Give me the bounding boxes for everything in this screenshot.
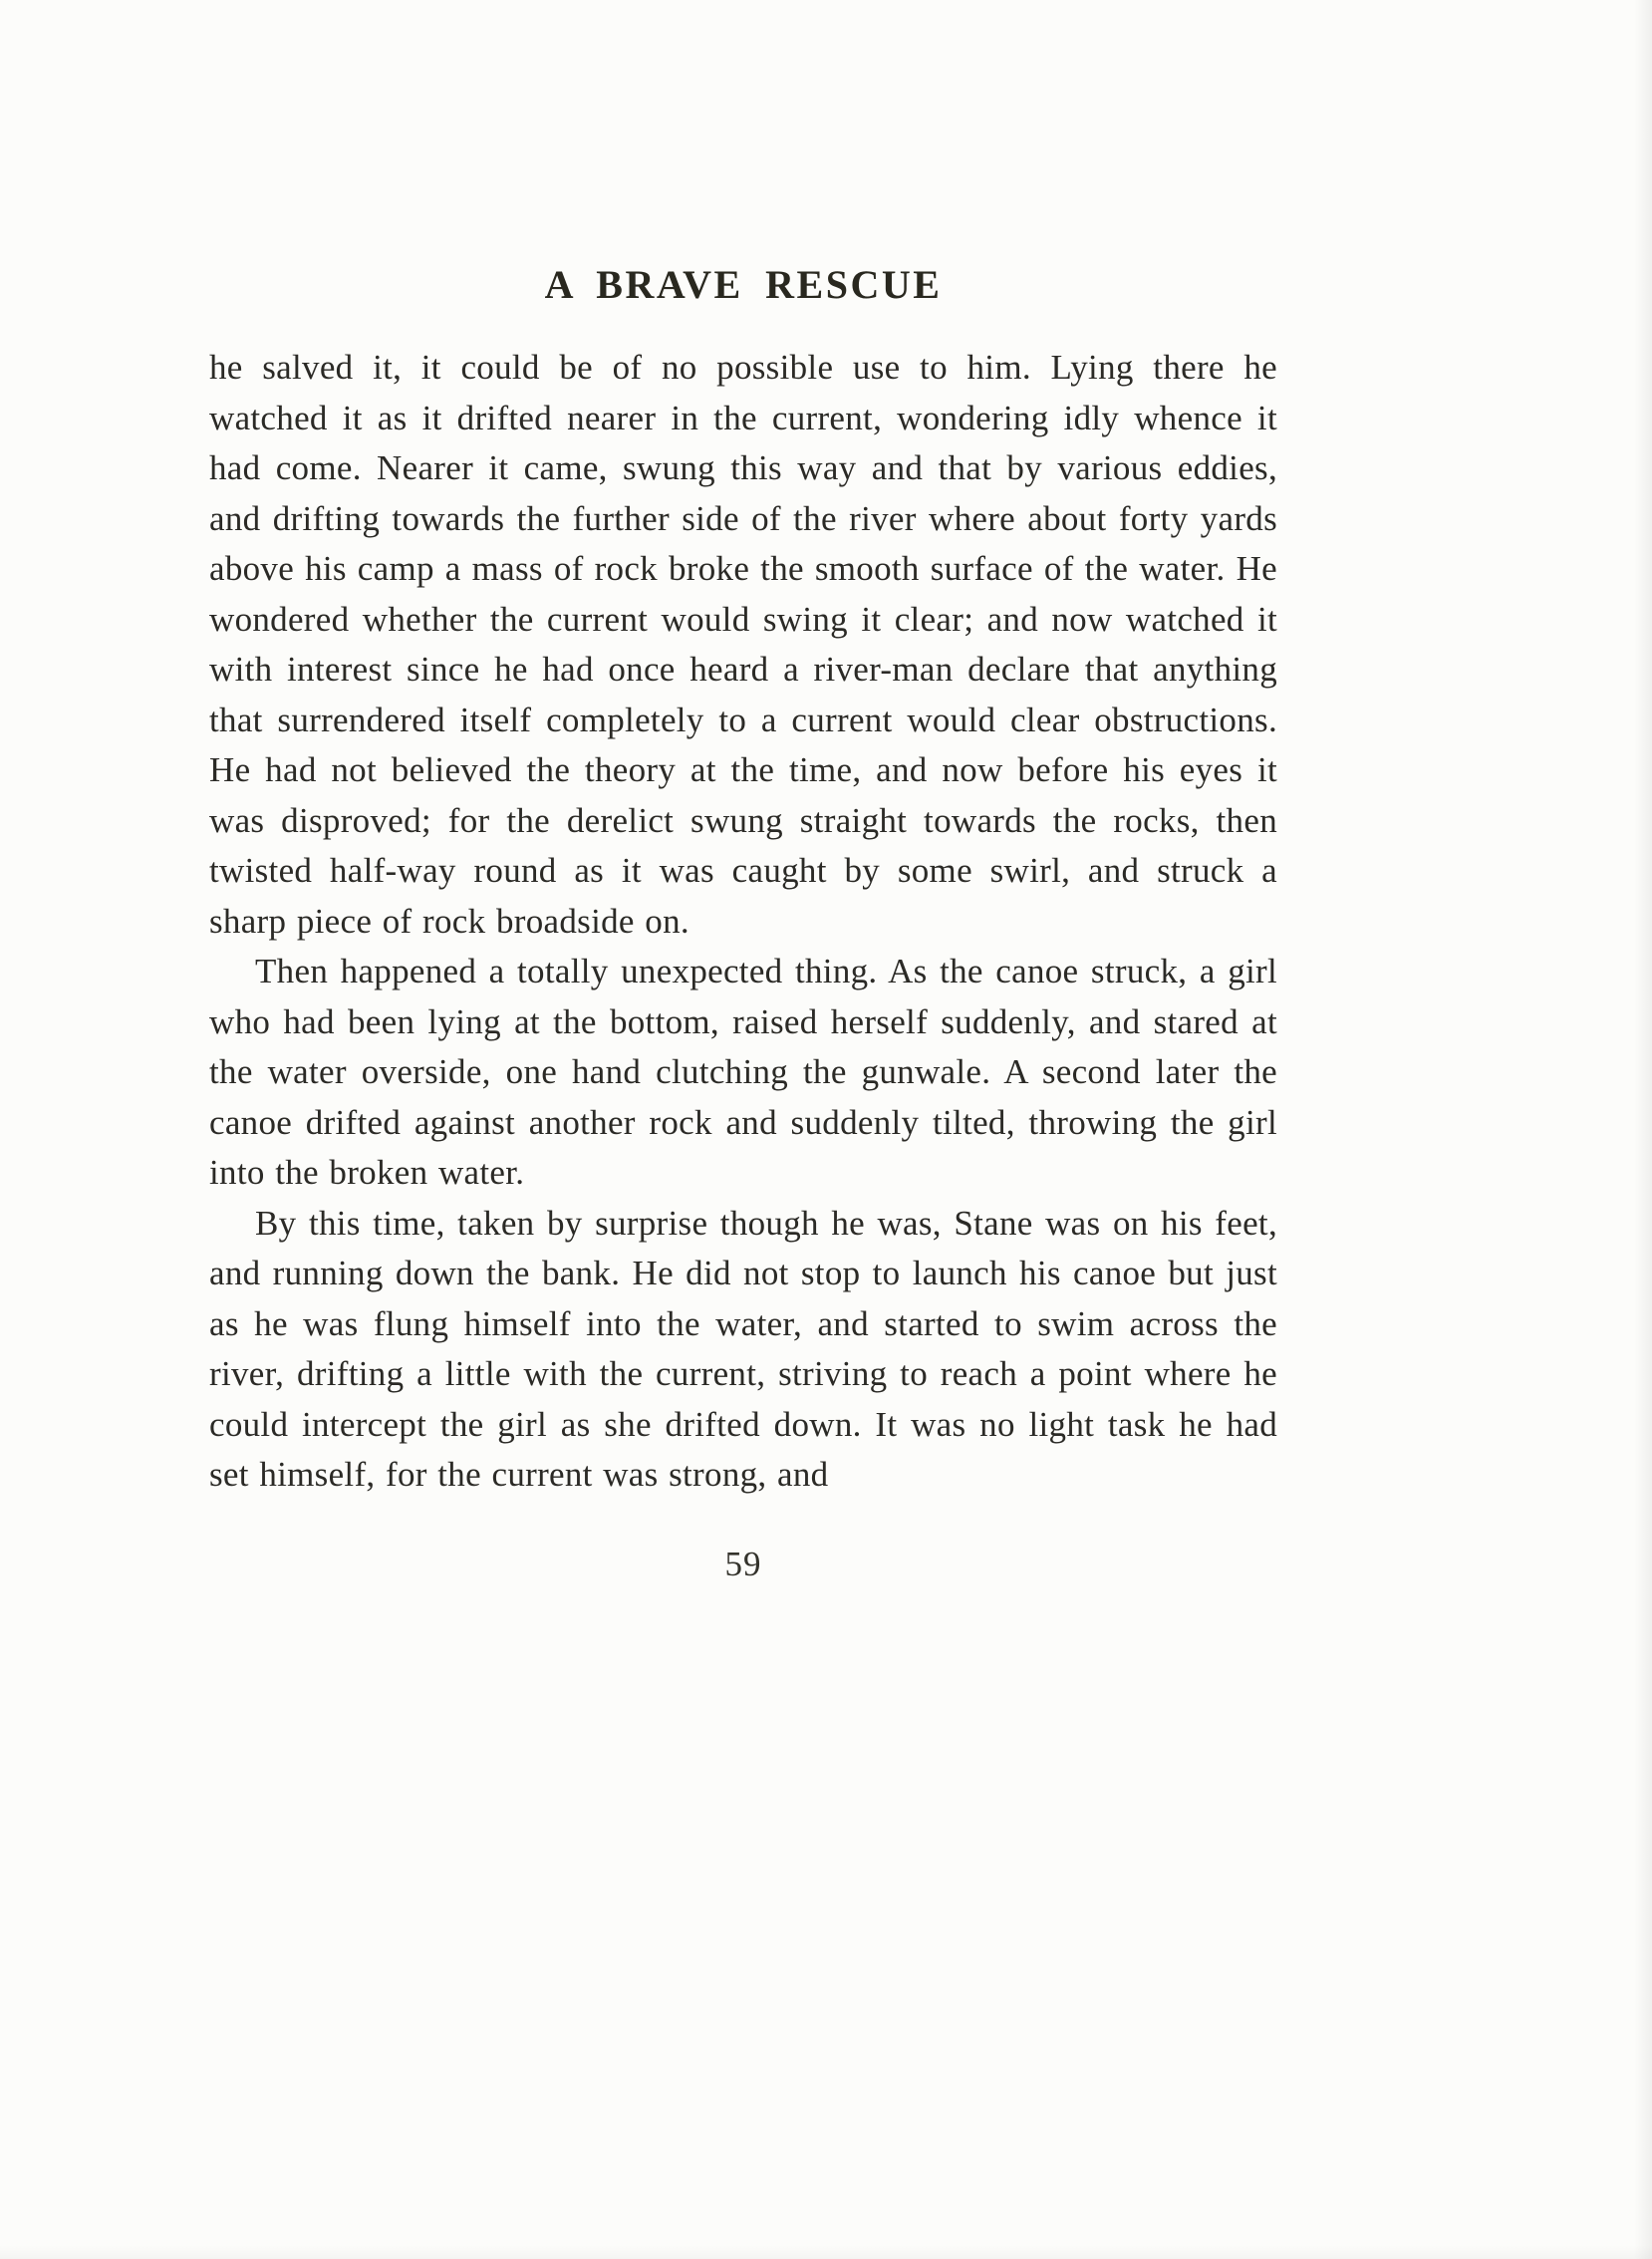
page-body (209, 343, 1277, 1501)
paragraph: By this time, taken by surprise though he was, Stane was on his feet, and running down the bank. He did not stop to launch his canoe but just as he was flung himself into the water, and started to swim across the river, drifting a little with the current, striving to reach a point where he could intercept the girl as she drifted down. It was no light task he had set himself, for the current was strong, and (209, 1203, 1277, 1494)
page-number: 59 (724, 1544, 762, 1583)
paragraph-continuation: he salved it, it could be of no possible use to him. Lying there he watched it as it drifted nearer in the current, wondering idly whence it had come. Nearer it came, swung this way and that by various eddies, and drifting towards the further side of the river where about forty yards above his camp a mass of rock broke the smooth surface of the water. He wondered whether the current would swing it clear; and now watched it with interest since he had once heard a river-man declare that anything that surrendered itself completely to a current would clear obstructions. He had not believed the theory at the time, and now before his eyes it was disproved; for the derelict swung straight towards the rocks, then twisted half-way round as it was caught by some swirl, and struck a sharp piece of rock broadside on. (209, 348, 1277, 941)
running-header: A BRAVE RESCUE (544, 262, 943, 307)
book-page (209, 261, 1277, 1584)
paragraph: Then happened a totally unexpected thing. As the canoe struck, a girl who had been lying at the bottom, raised herself suddenly, and stared at the water overside, one hand clutching the gunwale. A second later the canoe drifted against another rock and suddenly tilted, throwing the girl into the broken water. (209, 952, 1277, 1192)
